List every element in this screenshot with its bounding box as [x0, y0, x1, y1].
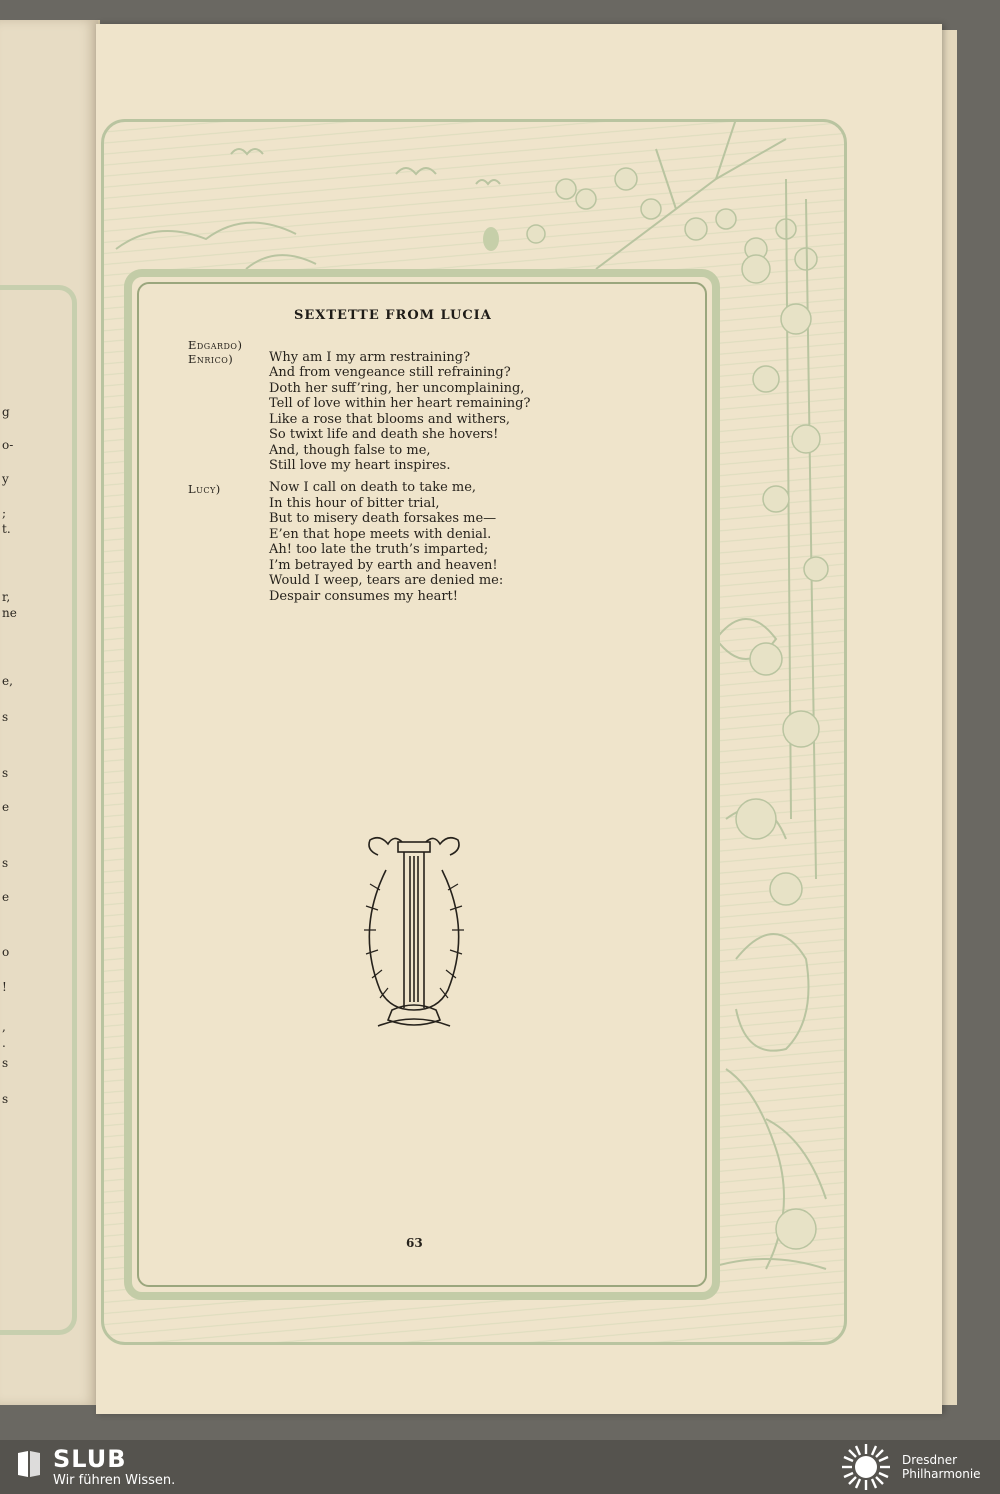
- sunburst-icon[interactable]: [840, 1442, 892, 1492]
- facing-page: [0, 20, 100, 1405]
- verse-line: Why am I my arm restraining?: [269, 350, 471, 365]
- lyre-ornament: [358, 830, 470, 1040]
- facing-text-fragment: g: [2, 405, 10, 419]
- slub-logo-text[interactable]: SLUB: [53, 1445, 127, 1473]
- speaker-label: Edgardo): [188, 338, 243, 352]
- verse-line: So twixt life and death she hovers!: [269, 427, 499, 442]
- facing-text-fragment: e: [2, 890, 10, 904]
- slub-tagline: Wir führen Wissen.: [53, 1473, 176, 1488]
- verse-line: Still love my heart inspires.: [269, 458, 451, 473]
- verse-line: Would I weep, tears are denied me:: [269, 573, 504, 588]
- facing-text-fragment: s: [2, 710, 9, 724]
- facing-text-fragment: !: [2, 980, 7, 994]
- facing-text-fragment: s: [2, 1056, 9, 1070]
- verse-line: Like a rose that blooms and withers,: [269, 412, 511, 427]
- page-text-layer: [96, 24, 942, 1414]
- verse-line: I’m betrayed by earth and heaven!: [269, 558, 498, 573]
- partner-name[interactable]: [902, 1453, 981, 1481]
- song-title: SEXTETTE FROM LUCIA: [294, 308, 492, 323]
- verse-line: E’en that hope meets with denial.: [269, 527, 492, 542]
- verse-line: Despair consumes my heart!: [269, 589, 458, 604]
- verse-line: But to misery death forsakes me—: [269, 511, 497, 526]
- facing-text-fragment: t.: [2, 522, 11, 536]
- verse-line: Tell of love within her heart remaining?: [269, 396, 531, 411]
- facing-text-fragment: o-: [2, 438, 14, 452]
- facing-text-fragment: s: [2, 856, 9, 870]
- facing-text-fragment: y: [2, 472, 9, 486]
- facing-text-fragment: e: [2, 800, 10, 814]
- facing-text-fragment: ,: [2, 1020, 6, 1034]
- verse-line: Now I call on death to take me,: [269, 480, 477, 495]
- speaker-label: Lucy): [188, 482, 221, 496]
- facing-text-fragment: ;: [2, 506, 7, 520]
- facing-text-fragment: r,: [2, 590, 11, 604]
- verse-line: Doth her suff’ring, her uncomplaining,: [269, 381, 525, 396]
- partner-name-line: Philharmonie: [902, 1467, 981, 1481]
- speaker-label: Enrico): [188, 352, 234, 366]
- facing-text-fragment: .: [2, 1036, 6, 1050]
- verse-line: And, though false to me,: [269, 443, 431, 458]
- viewer-footer: [0, 1440, 1000, 1494]
- verse-line: In this hour of bitter trial,: [269, 496, 440, 511]
- partner-name-line: Dresdner: [902, 1453, 958, 1467]
- page-number: 63: [406, 1236, 423, 1250]
- verse-line: Ah! too late the truth’s imparted;: [269, 542, 489, 557]
- facing-text-fragment: ne: [2, 606, 17, 620]
- facing-text-fragment: e,: [2, 674, 13, 688]
- facing-text-fragment: s: [2, 1092, 9, 1106]
- facing-text-fragment: s: [2, 766, 9, 780]
- verse-line: And from vengeance still refraining?: [269, 365, 511, 380]
- book-icon: [16, 1449, 42, 1479]
- facing-text-fragment: o: [2, 945, 10, 959]
